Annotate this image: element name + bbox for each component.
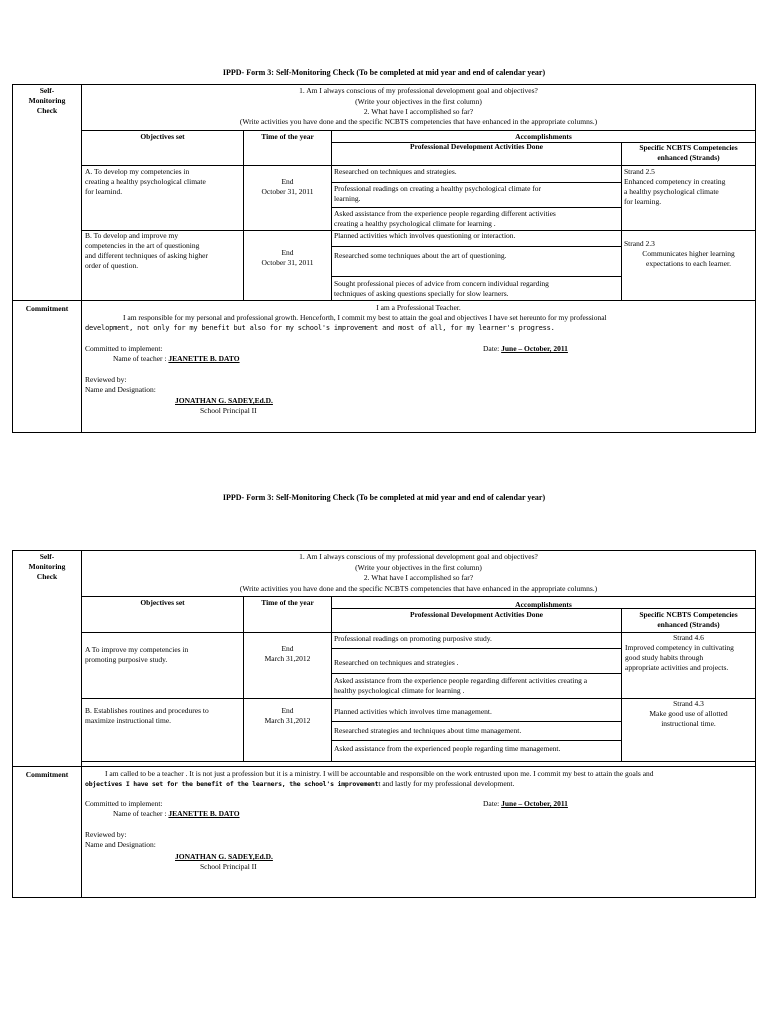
header-time: Time of the year	[261, 132, 314, 141]
divider	[81, 596, 755, 597]
header-objectives: Objectives set	[140, 598, 185, 607]
divider	[331, 276, 621, 277]
ippd-form-2	[12, 550, 756, 898]
divider	[331, 246, 621, 247]
objective-b: B. Establishes routines and procedures to maximize instructional time.	[85, 706, 209, 725]
teacher-line: Name of teacher : JEANETTE B. DATO	[113, 809, 240, 818]
divider	[331, 207, 621, 208]
date-block: Date: June – October, 2011	[483, 799, 568, 808]
strand-b: Strand 4.3 Make good use of allotted instructional time.	[649, 699, 728, 728]
activity: Professional readings on creating a healthy psychological climate for	[334, 184, 542, 193]
instruction-1: 1. Am I always conscious of my professional development goal and objectives?	[299, 86, 538, 95]
principal-name: JONATHAN G. SADEY,Ed.D.	[175, 852, 273, 861]
commitment-line-1: I am a Professional Teacher.	[376, 303, 461, 312]
strand-a: Strand 4.6 Improved competency in cultivating good study habits through appropriate activities and projects.	[625, 633, 734, 672]
activity: Researched on techniques and strategies .	[334, 658, 459, 667]
time-a: End March 31,2012	[264, 644, 311, 663]
instruction-2: 2. What have I accomplished so far?	[363, 107, 474, 116]
reviewed-by: Reviewed by:	[85, 375, 127, 384]
activity: Sought professional pieces of advice from concern individual regarding	[334, 279, 549, 288]
form-title-1: IPPD- Form 3: Self-Monitoring Check (To be completed at mid year and end of calendar year)	[222, 68, 546, 77]
activity: Researched on techniques and strategies.	[334, 167, 457, 176]
activity: Asked assistance from the experienced people regarding time management.	[334, 744, 561, 753]
commitment-line-1: I am called to be a teacher . It is not just a profession but it is a ministry. I will be accountable and responsible on the work entrusted upon me. I commit my best to attain the goals and	[105, 769, 654, 778]
header-ncbts: Specific NCBTS Competencies enhanced (Strands)	[639, 143, 738, 162]
header-time: Time of the year	[261, 598, 314, 607]
header-objectives: Objectives set	[140, 132, 185, 141]
objective-a: A. To develop my competencies in creating a healthy psychological climate for learnind.	[85, 167, 206, 196]
activity: Professional readings on promoting purposive study.	[334, 634, 492, 643]
activity: techniques of asking questions specially for slow learners.	[334, 289, 509, 298]
commitment-line-2: objectives I have set for the benefit of the learners, the school's improvementt and lastly for my professional development.	[85, 779, 515, 788]
time-a: End October 31, 2011	[261, 177, 314, 196]
divider	[331, 648, 621, 649]
principal-name: JONATHAN G. SADEY,Ed.D.	[175, 396, 273, 405]
committed-label: Committed to implement:	[85, 799, 163, 808]
name-designation: Name and Designation:	[85, 385, 156, 394]
teacher-line: Name of teacher : JEANETTE B. DATO	[113, 354, 240, 363]
divider	[331, 740, 621, 741]
instruction-1: 1. Am I always conscious of my professional development goal and objectives?	[299, 552, 538, 561]
commitment-line-2: I am responsible for my personal and professional growth. Henceforth, I commit my best to attain the goal and objectives I have set hereunto for my professional	[123, 313, 607, 322]
header-accomplishments: Accomplishments	[515, 600, 572, 609]
ippd-form-1	[12, 84, 756, 433]
divider	[331, 673, 621, 674]
instruction-2: 2. What have I accomplished so far?	[363, 573, 474, 582]
activity: Planned activities which involves time management.	[334, 707, 492, 716]
divider	[13, 300, 755, 301]
teacher-name: JEANETTE B. DATO	[168, 809, 240, 818]
principal-title: School Principal II	[200, 406, 257, 415]
activity: Asked assistance from the experience people regarding different activities	[334, 209, 556, 218]
principal-title: School Principal II	[200, 862, 257, 871]
commitment-line-3: development, not only for my benefit but also for my school's improvement and most of all, for my learner's progress.	[85, 324, 555, 332]
self-monitoring-label: Self- Monitoring Check	[28, 86, 66, 115]
commitment-label: Commitment	[25, 770, 69, 779]
divider	[81, 761, 755, 762]
time-b: End October 31, 2011	[261, 248, 314, 267]
objective-a: A To improve my competencies in promoting purposive study.	[85, 645, 189, 664]
reviewed-by: Reviewed by:	[85, 830, 127, 839]
divider	[331, 182, 621, 183]
header-pd-activities: Professional Development Activities Done	[410, 142, 543, 151]
divider	[331, 721, 621, 722]
divider	[621, 142, 622, 300]
self-monitoring-label: Self- Monitoring Check	[28, 552, 66, 581]
divider	[81, 130, 755, 131]
date-value: June – October, 2011	[501, 344, 568, 353]
strand-a: Strand 2.5 Enhanced competency in creating a healthy psychological climate for learning.	[624, 167, 726, 206]
instruction-2-note: (Write activities you have done and the specific NCBTS competencies that have enhanced in the appropriate columns.)	[239, 584, 598, 593]
form-title-2: IPPD- Form 3: Self-Monitoring Check (To be completed at mid year and end of calendar year)	[222, 493, 546, 502]
instruction-1-note: (Write your objectives in the first column)	[355, 97, 482, 106]
instruction-2-note: (Write activities you have done and the specific NCBTS competencies that have enhanced in the appropriate columns.)	[239, 117, 598, 126]
activity: Researched some techniques about the art of questioning.	[334, 251, 507, 260]
divider	[621, 608, 622, 761]
instruction-1-note: (Write your objectives in the first column)	[355, 563, 482, 572]
divider	[81, 165, 755, 166]
date-block: Date: June – October, 2011	[483, 344, 568, 353]
teacher-name: JEANETTE B. DATO	[168, 354, 240, 363]
divider	[243, 596, 244, 761]
objective-b: B. To develop and improve my competencies in the art of questioning and different techniques of asking higher order of question.	[85, 231, 208, 270]
committed-label: Committed to implement:	[85, 344, 163, 353]
strand-b: Strand 2.3 Communicates higher learning expectations to each learner.	[624, 239, 735, 268]
divider	[331, 596, 332, 761]
activity: Asked assistance from the experience people regarding different activities creating a	[334, 676, 588, 685]
activity: Researched strategies and techniques about time management.	[334, 726, 522, 735]
activity: healthy psychological climate for learning .	[334, 686, 465, 695]
header-pd-activities: Professional Development Activities Done	[410, 610, 543, 619]
header-accomplishments: Accomplishments	[515, 132, 572, 141]
divider	[13, 766, 755, 767]
activity: learning.	[334, 194, 361, 203]
time-b: End March 31,2012	[264, 706, 311, 725]
divider	[243, 130, 244, 300]
divider	[331, 130, 332, 300]
activity: creating a healthy psychological climate for learning .	[334, 219, 496, 228]
date-value: June – October, 2011	[501, 799, 568, 808]
commitment-label: Commitment	[25, 304, 69, 313]
header-ncbts: Specific NCBTS Competencies enhanced (Strands)	[639, 610, 738, 629]
name-designation: Name and Designation:	[85, 840, 156, 849]
activity: Planned activities which involves questioning or interaction.	[334, 231, 516, 240]
